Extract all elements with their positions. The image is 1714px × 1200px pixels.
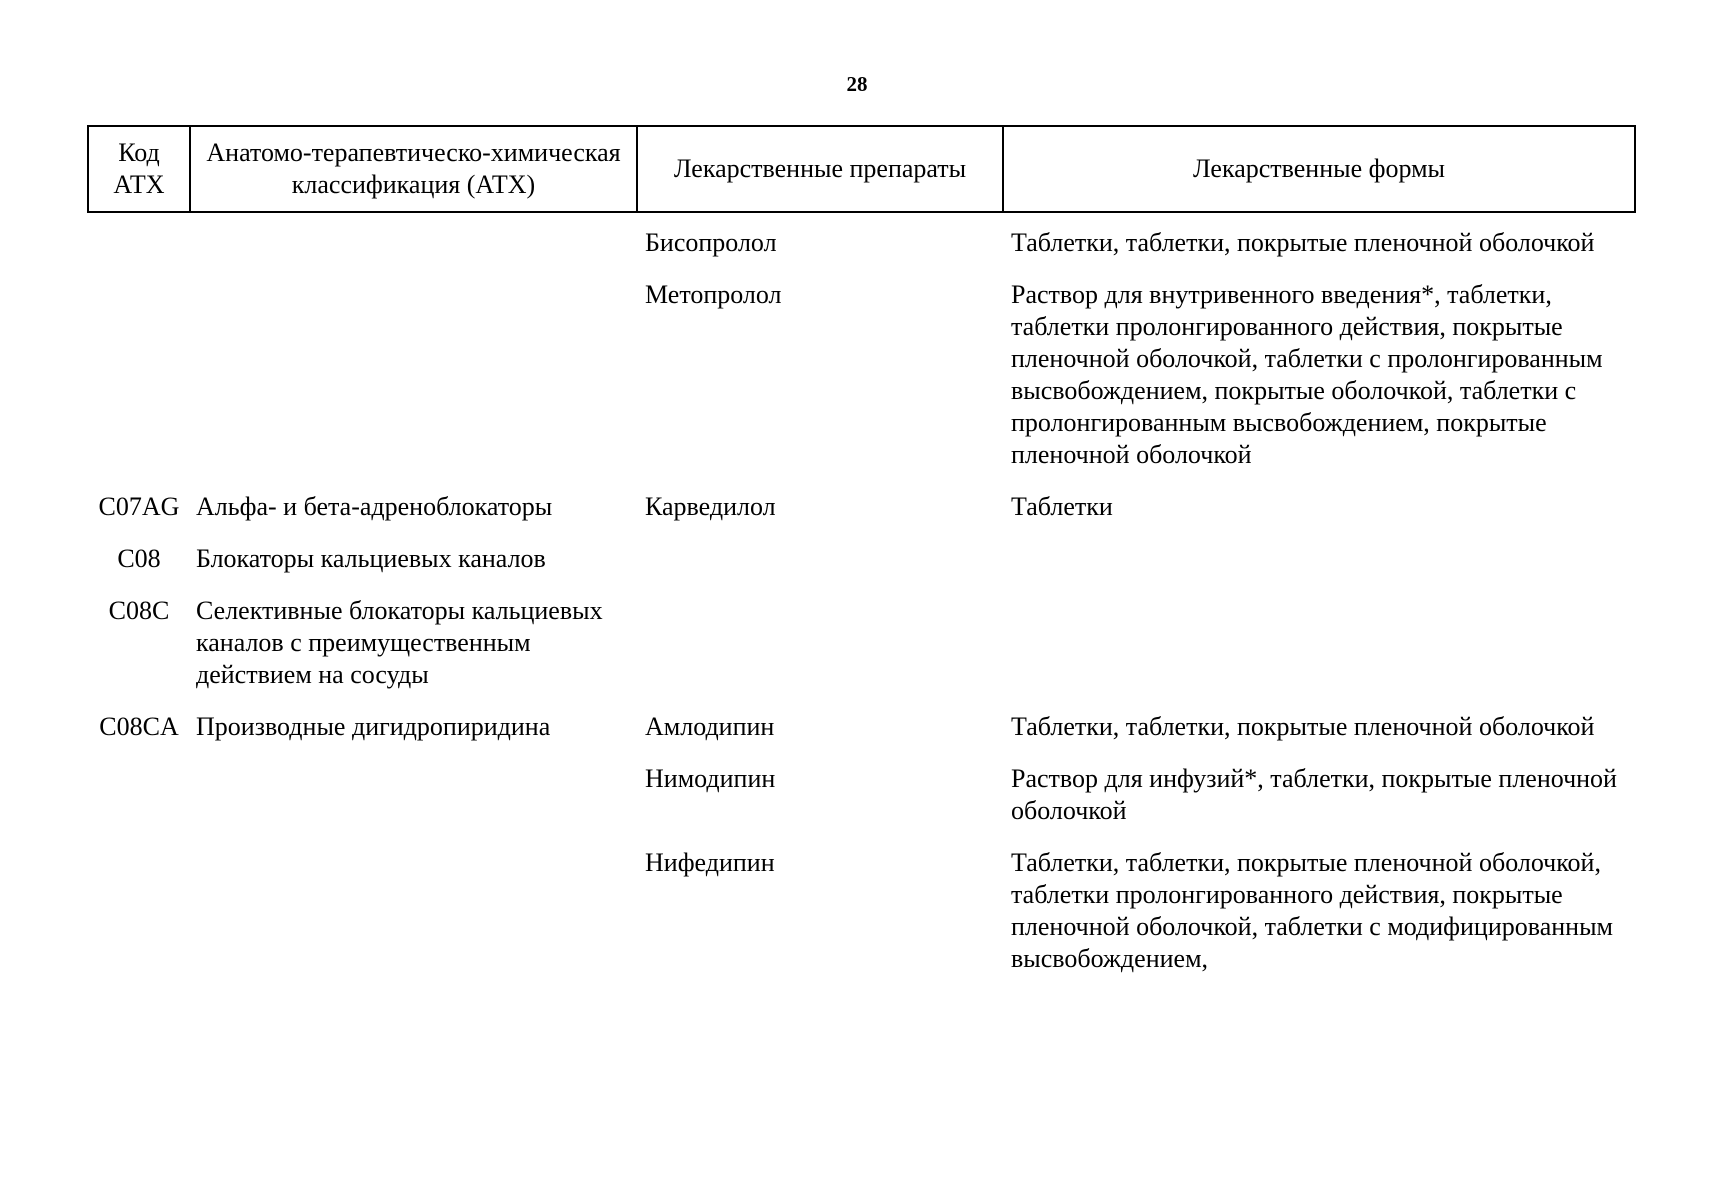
atx-code-cell: C08C <box>108 596 170 625</box>
drug-cell: Амлодипин <box>645 712 775 741</box>
atx-code-cell <box>88 757 190 841</box>
table-row <box>88 757 1635 841</box>
classification-cell: Альфа- и бета-адреноблокаторы <box>196 492 553 521</box>
forms-cell: Таблетки <box>1011 492 1113 521</box>
atx-drug-table <box>87 125 1636 989</box>
drug-cell: Карведилол <box>645 492 776 521</box>
table-row <box>88 273 1635 485</box>
table-row <box>88 705 1635 757</box>
table-row <box>88 841 1635 989</box>
table-row <box>88 537 1635 589</box>
drug-cell: Нифедипин <box>645 848 775 877</box>
drug-cell: Метопролол <box>645 280 782 309</box>
forms-cell: Таблетки, таблетки, покрытые пленочной оболочкой <box>1011 228 1595 257</box>
atx-code-cell <box>88 841 190 989</box>
header-code: Код АТХ <box>88 126 190 212</box>
atx-code-cell <box>88 212 190 273</box>
drug-cell <box>637 589 1003 705</box>
table-row <box>88 485 1635 537</box>
classification-cell: Блокаторы кальциевых каналов <box>196 544 546 573</box>
forms-cell: Раствор для внутривенного введения*, таблетки, таблетки пролонгированного действия, покрытые пленочной оболочкой, таблетки с пролонгированным высвобождением, покрытые оболочкой, таблетки с пролонгированным высвобождением, покрытые пленочной оболочкой <box>1011 280 1603 469</box>
classification-cell: Производные дигидропиридина <box>196 712 551 741</box>
drug-cell: Нимодипин <box>645 764 776 793</box>
classification-cell <box>190 212 637 273</box>
forms-cell <box>1003 537 1635 589</box>
table-row <box>88 589 1635 705</box>
forms-cell: Таблетки, таблетки, покрытые пленочной оболочкой, таблетки пролонгированного действия, покрытые пленочной оболочкой, таблетки с модифицированным высвобождением, <box>1011 848 1613 973</box>
header-classification: Анатомо-терапевтическо-химическая классификация (АТХ) <box>190 126 637 212</box>
table-row <box>88 212 1635 273</box>
drug-cell: Бисопролол <box>645 228 777 257</box>
classification-cell <box>190 841 637 989</box>
drug-cell <box>637 537 1003 589</box>
atx-code-cell: C08 <box>117 544 161 573</box>
header-drugs: Лекарственные препараты <box>637 126 1003 212</box>
atx-code-cell <box>88 273 190 485</box>
classification-cell: Селективные блокаторы кальциевых каналов с преимущественным действием на сосуды <box>196 596 603 689</box>
classification-cell <box>190 273 637 485</box>
page-number: 28 <box>846 72 868 96</box>
header-forms: Лекарственные формы <box>1003 126 1635 212</box>
classification-cell <box>190 757 637 841</box>
atx-code-cell: C08CA <box>99 712 179 741</box>
forms-cell: Раствор для инфузий*, таблетки, покрытые пленочной оболочкой <box>1011 764 1617 825</box>
table-header <box>88 126 1635 212</box>
forms-cell: Таблетки, таблетки, покрытые пленочной оболочкой <box>1011 712 1595 741</box>
table-body <box>88 212 1635 989</box>
atx-code-cell: C07AG <box>98 492 180 521</box>
header-row <box>88 126 1635 212</box>
forms-cell <box>1003 589 1635 705</box>
